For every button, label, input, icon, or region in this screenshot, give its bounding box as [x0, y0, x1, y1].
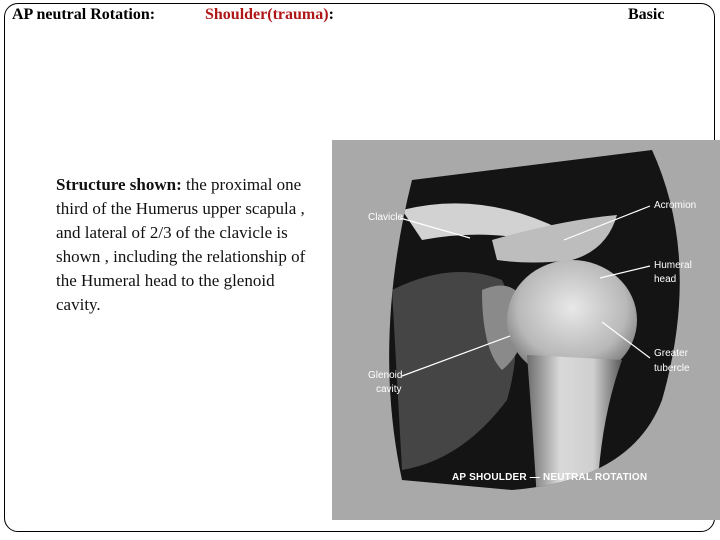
label-humeral-line2: head — [654, 274, 677, 285]
label-greater-line2: tubercle — [654, 363, 690, 374]
xray-image — [332, 140, 720, 520]
label-acromion: Acromion — [654, 200, 697, 211]
structure-label: Structure shown: — [56, 175, 182, 194]
xray-illustration — [332, 140, 720, 520]
label-glenoid-line1: Glenoid — [368, 370, 403, 381]
structure-description — [56, 173, 306, 317]
label-glenoid-line2: cavity — [376, 384, 402, 395]
header-projection-title: AP neutral Rotation: — [12, 6, 156, 23]
xray-figure — [332, 140, 720, 520]
header-body-part-colon: : — [328, 6, 334, 23]
header-level: Basic — [628, 6, 665, 23]
header-body-part — [205, 6, 334, 24]
label-greater-line1: Greater — [654, 348, 688, 359]
label-humeral-line1: Humeral — [654, 260, 692, 271]
xray-caption: AP SHOULDER — NEUTRAL ROTATION — [452, 472, 648, 483]
structure-text: the proximal one third of the Humerus upper scapula , and lateral of 2/3 of the clavicle is shown , including the relationship of the Humeral head to the glenoid cavity. — [56, 175, 306, 314]
label-clavicle: Clavicle — [368, 212, 404, 223]
header-body-part-text: Shoulder(trauma) — [205, 6, 329, 23]
